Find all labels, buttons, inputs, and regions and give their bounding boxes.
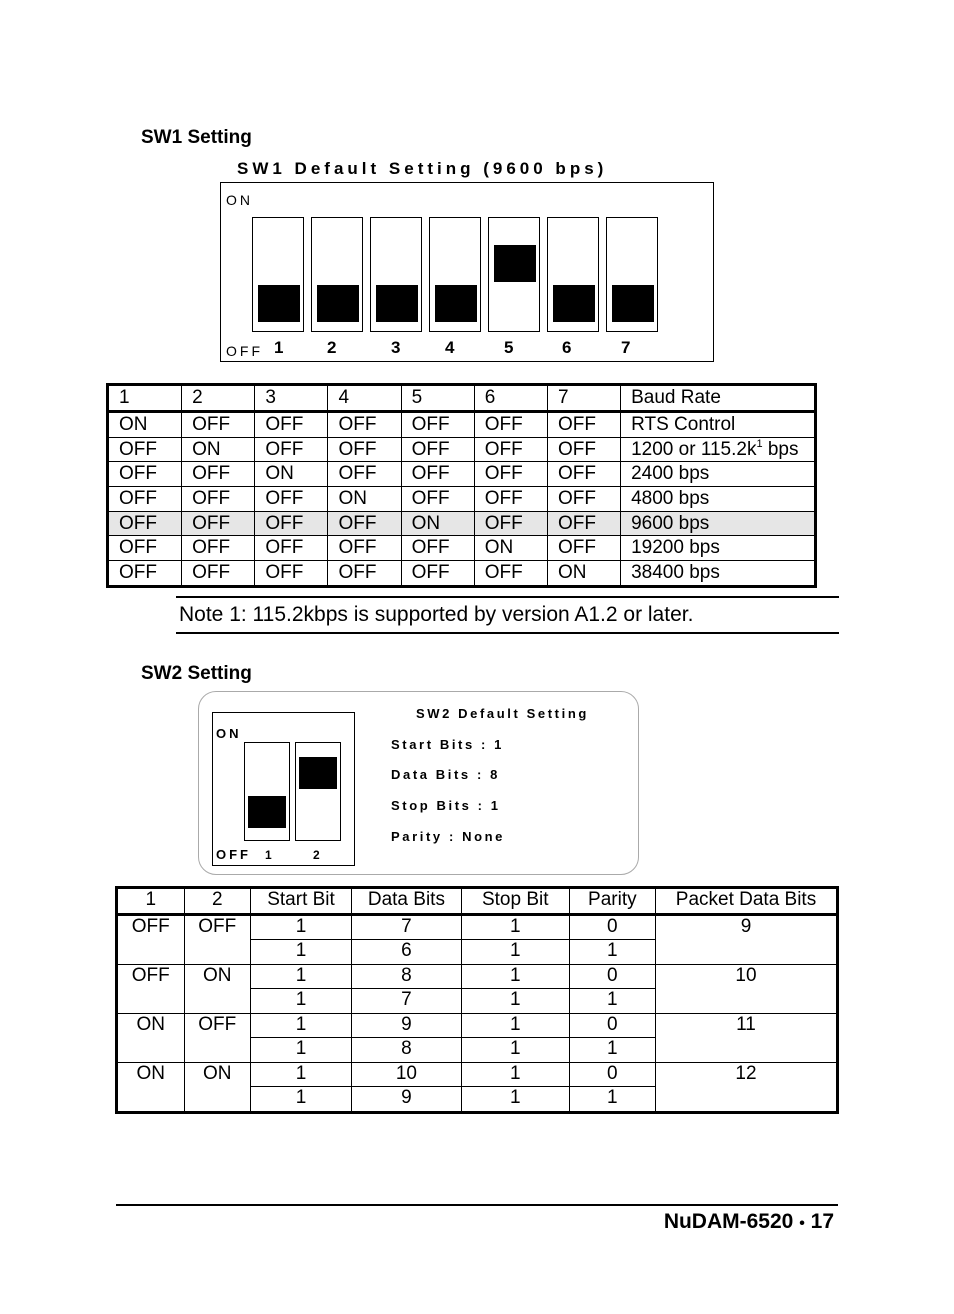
table-cell: 1: [461, 1013, 569, 1038]
sw1-switch-number: 6: [562, 338, 572, 357]
table-cell: OFF: [182, 412, 255, 438]
table-cell: OFF: [182, 462, 255, 487]
switch1-cell: OFF: [117, 914, 185, 964]
baud-rate-cell: 9600 bps: [621, 511, 816, 536]
table-row: [117, 1062, 838, 1087]
table-cell: ON: [255, 462, 328, 487]
table-cell: 1: [251, 964, 352, 989]
table-cell: OFF: [547, 412, 620, 438]
packet-data-bits-cell: 9: [656, 914, 838, 964]
table-cell: 9: [352, 1087, 462, 1113]
table-header-row: [117, 888, 838, 915]
table-cell: 1: [251, 914, 352, 940]
column-header: Baud Rate: [621, 385, 816, 412]
column-header: Data Bits: [352, 888, 462, 915]
table-cell: ON: [547, 561, 620, 587]
table-cell: OFF: [547, 536, 620, 561]
sw2-switch-knob: [248, 796, 286, 828]
sw2-switch-slot: [244, 742, 290, 841]
table-cell: OFF: [108, 536, 182, 561]
sw1-switch-slot: [252, 217, 304, 332]
column-header: Packet Data Bits: [656, 888, 838, 915]
table-cell: 1: [461, 940, 569, 965]
sw2-switch-number: 2: [313, 848, 320, 862]
table-cell: 1: [251, 989, 352, 1014]
table-cell: OFF: [474, 462, 547, 487]
table-cell: 10: [352, 1062, 462, 1087]
sw1-switch-slot: [429, 217, 481, 332]
sw2-switch-knob: [299, 757, 337, 789]
table-cell: OFF: [401, 561, 474, 587]
table-row: [117, 1013, 838, 1038]
sw1-switch-number: 3: [391, 338, 401, 357]
footer-page-number: 17: [810, 1210, 834, 1233]
table-cell: 8: [352, 1038, 462, 1063]
baud-rate-cell: 4800 bps: [621, 487, 816, 512]
table-cell: OFF: [401, 536, 474, 561]
table-cell: OFF: [328, 462, 401, 487]
table-cell: OFF: [182, 561, 255, 587]
table-cell: OFF: [401, 487, 474, 512]
table-cell: ON: [328, 487, 401, 512]
table-cell: OFF: [328, 437, 401, 462]
table-row: [108, 536, 816, 561]
baud-rate-text: 1200 or 115.2k: [631, 438, 757, 460]
table-cell: OFF: [328, 561, 401, 587]
table-cell: 0: [569, 964, 655, 989]
sw1-switch-number: 4: [445, 338, 455, 357]
sw1-switch-knob: [376, 285, 418, 322]
sw1-switch-knob: [258, 285, 300, 322]
table-cell: OFF: [108, 462, 182, 487]
table-cell: OFF: [108, 487, 182, 512]
sw2-start-bits: Start Bits : 1: [391, 737, 504, 752]
table-cell: 1: [461, 989, 569, 1014]
table-cell: OFF: [108, 561, 182, 587]
note-bottom-rule: [176, 632, 839, 634]
sw2-heading: SW2 Setting: [141, 663, 252, 684]
table-cell: 1: [251, 1062, 352, 1087]
table-cell: OFF: [255, 536, 328, 561]
switch2-cell: ON: [184, 964, 251, 1013]
packet-data-bits-cell: 12: [656, 1062, 838, 1112]
table-cell: OFF: [328, 511, 401, 536]
table-cell: OFF: [255, 561, 328, 587]
table-cell: 9: [352, 1013, 462, 1038]
sw2-switch-slot: [295, 742, 341, 841]
sw1-switch-knob: [494, 245, 536, 282]
sw2-stop-bits: Stop Bits : 1: [391, 798, 501, 813]
note-text: Note 1: 115.2kbps is supported by version A1.2 or later.: [179, 603, 694, 626]
table-cell: OFF: [474, 511, 547, 536]
table-cell: OFF: [401, 437, 474, 462]
table-cell: 1: [461, 914, 569, 940]
table-cell: OFF: [547, 487, 620, 512]
sw2-diagram-title: SW2 Default Setting: [416, 706, 589, 721]
table-cell: OFF: [547, 462, 620, 487]
table-cell: OFF: [108, 511, 182, 536]
table-cell: 7: [352, 914, 462, 940]
sw1-switch-slot: [370, 217, 422, 332]
sw1-switch-number: 7: [621, 338, 631, 357]
column-header: 1: [117, 888, 185, 915]
baud-rate-cell: [621, 437, 816, 462]
packet-data-bits-cell: 10: [656, 964, 838, 1013]
table-cell: 1: [461, 964, 569, 989]
table-cell: ON: [474, 536, 547, 561]
column-header: 1: [108, 385, 182, 412]
table-row: [108, 511, 816, 536]
column-header: Start Bit: [251, 888, 352, 915]
column-header: 3: [255, 385, 328, 412]
sw2-on-label: ON: [216, 726, 242, 741]
sw1-switch-knob: [612, 285, 654, 322]
table-cell: 1: [569, 989, 655, 1014]
footnote-marker: 1: [756, 437, 763, 450]
table-cell: 1: [569, 1087, 655, 1113]
table-cell: OFF: [255, 412, 328, 438]
table-cell: ON: [182, 437, 255, 462]
table-cell: 1: [251, 940, 352, 965]
sw1-switch-slot: [547, 217, 599, 332]
table-cell: ON: [401, 511, 474, 536]
table-cell: 1: [461, 1062, 569, 1087]
column-header: 2: [182, 385, 255, 412]
table-cell: 1: [251, 1087, 352, 1113]
baud-rate-cell: 19200 bps: [621, 536, 816, 561]
table-row: [108, 561, 816, 587]
footer-product: NuDAM-6520: [663, 1210, 794, 1233]
switch2-cell: OFF: [184, 914, 251, 964]
table-cell: OFF: [474, 487, 547, 512]
column-header: Parity: [569, 888, 655, 915]
sw2-off-label: OFF: [216, 847, 251, 862]
sw1-switch-slot: [488, 217, 540, 332]
switch1-cell: ON: [117, 1062, 185, 1112]
sw1-switch-slot: [606, 217, 658, 332]
table-cell: OFF: [328, 412, 401, 438]
sw2-data-bits: Data Bits : 8: [391, 767, 500, 782]
table-cell: 1: [569, 1038, 655, 1063]
table-row: [108, 462, 816, 487]
footer: [664, 1210, 834, 1234]
table-row: [108, 487, 816, 512]
table-cell: OFF: [547, 511, 620, 536]
table-cell: OFF: [182, 511, 255, 536]
table-cell: 1: [251, 1038, 352, 1063]
column-header: 6: [474, 385, 547, 412]
baud-rate-cell: 2400 bps: [621, 462, 816, 487]
table-cell: 8: [352, 964, 462, 989]
switch1-cell: ON: [117, 1013, 185, 1062]
switch1-cell: OFF: [117, 964, 185, 1013]
column-header: 2: [184, 888, 251, 915]
table-cell: OFF: [255, 437, 328, 462]
sw1-off-label: OFF: [226, 343, 263, 359]
sw1-switch-knob: [317, 285, 359, 322]
table-cell: OFF: [547, 437, 620, 462]
sw1-heading: SW1 Setting: [141, 127, 252, 148]
table-cell: OFF: [401, 412, 474, 438]
note-top-rule: [176, 596, 839, 598]
sw1-switch-number: 1: [274, 338, 284, 357]
switch2-cell: OFF: [184, 1013, 251, 1062]
table-cell: 0: [569, 1013, 655, 1038]
column-header: 7: [547, 385, 620, 412]
table-row: [108, 412, 816, 438]
column-header: Stop Bit: [461, 888, 569, 915]
footer-bullet: •: [799, 1215, 805, 1232]
table-row: [108, 437, 816, 462]
table-header-row: [108, 385, 816, 412]
sw1-switch-number: 5: [504, 338, 514, 357]
table-cell: ON: [108, 412, 182, 438]
table-row: [117, 914, 838, 940]
table-cell: OFF: [255, 511, 328, 536]
sw2-data-format-table: [115, 886, 839, 1114]
table-cell: 0: [569, 1062, 655, 1087]
table-cell: 0: [569, 914, 655, 940]
sw1-on-label: ON: [226, 192, 253, 208]
baud-rate-cell: RTS Control: [621, 412, 816, 438]
table-cell: 6: [352, 940, 462, 965]
column-header: 4: [328, 385, 401, 412]
sw1-switch-knob: [435, 285, 477, 322]
table-cell: OFF: [108, 437, 182, 462]
table-cell: 7: [352, 989, 462, 1014]
switch2-cell: ON: [184, 1062, 251, 1112]
table-cell: OFF: [474, 412, 547, 438]
packet-data-bits-cell: 11: [656, 1013, 838, 1062]
sw2-parity: Parity : None: [391, 829, 505, 844]
table-cell: 1: [251, 1013, 352, 1038]
table-cell: 1: [569, 940, 655, 965]
sw1-switch-slot: [311, 217, 363, 332]
table-cell: OFF: [182, 487, 255, 512]
table-cell: 1: [461, 1087, 569, 1113]
table-cell: OFF: [401, 462, 474, 487]
sw1-diagram-title: SW1 Default Setting (9600 bps): [237, 159, 608, 178]
baud-rate-cell: 38400 bps: [621, 561, 816, 587]
sw1-baud-rate-table: [106, 383, 817, 588]
sw2-switch-number: 1: [265, 848, 272, 862]
baud-rate-unit: bps: [767, 438, 799, 460]
table-cell: OFF: [474, 561, 547, 587]
table-cell: OFF: [255, 487, 328, 512]
table-cell: OFF: [182, 536, 255, 561]
column-header: 5: [401, 385, 474, 412]
table-row: [117, 964, 838, 989]
sw1-switch-knob: [553, 285, 595, 322]
footer-rule: [116, 1204, 838, 1206]
sw1-switch-number: 2: [327, 338, 337, 357]
table-cell: 1: [461, 1038, 569, 1063]
table-cell: OFF: [474, 437, 547, 462]
table-cell: OFF: [328, 536, 401, 561]
